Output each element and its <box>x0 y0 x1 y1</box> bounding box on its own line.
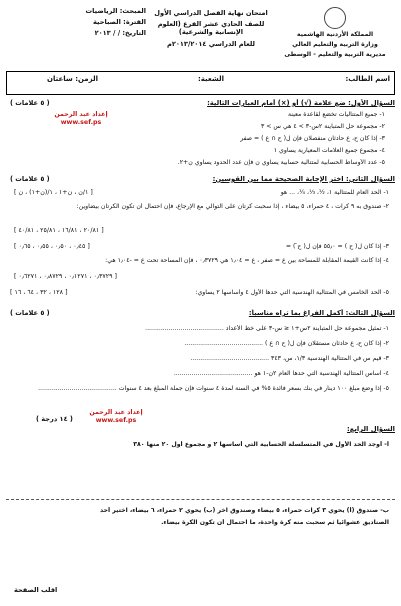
year-line: للعام الدراسي ٢٠١٣/٢٠١٤م <box>167 39 255 48</box>
q3-item-2: ٢- إذا كان ح، ع حادثان مستقلان فإن ل( ح ∩ ع ) ........................................ <box>184 340 389 347</box>
q2-item-3: ٣- إذا كان ل( ح ) = ٥٥٫٠ فإن ل( ح̄ ) = <box>285 243 389 250</box>
section-label: الشعبة: <box>197 75 224 83</box>
q3-title: السؤال الثالث: أكمل الفراغ بما تراه مناسباً: <box>248 309 395 317</box>
q2-marks: ( ٥ علامات ) <box>10 175 50 183</box>
q2-choices-5: [ ١٢٨ ، ٣٢ ، ٦٤ ، ١٦ ] <box>10 289 68 296</box>
q1-item-3: ٣- إذا كان ح، ع حادثان منفصلان فإن ل( ح ∩ ع ) = صفر <box>240 135 385 142</box>
watermark-site: www.sef.ps <box>60 118 102 126</box>
class-line: للصف الحادي عشر الفرع (العلوم الإنسانية والشرعية) <box>157 20 265 37</box>
q1-marks: ( ٥ علامات ) <box>10 99 50 107</box>
q3-item-1: ١- تمثيل مجموعة حل المتباينة ٢س+١ ≤ س-٣ على خط الأعداد ........................................ <box>145 325 389 332</box>
q4-part-b-line-2: الصناديق عشوائياً ثم سحبت منه كرة واحدة، ما احتمال أن تكون الكرة بيضاء. <box>161 519 389 526</box>
exam-title-block <box>146 9 276 51</box>
time-label: الزمن: ساعتان <box>47 75 99 83</box>
q1-item-1: ١- جميع المتتاليات تخضع لقاعدة معينة <box>287 111 385 118</box>
exam-sheet <box>6 5 395 596</box>
q4-marks: ( ١٤ درجة ) <box>36 415 73 423</box>
turn-page-note: اقلب الصفحة <box>14 585 58 594</box>
q4-part-a: أ- أوجد الحد الأول في المتسلسلة الحسابية التي أساسها ٢ و مجموع أول ٢٠ منها ٣٨٠ <box>133 441 389 448</box>
q4-part-b-line-1: ب- صندوق (أ) يحوي ٣ كرات حمراء، ٥ بيضاء وصندوق آخر (ب) يحوي ٢ حمراء، ٦ بيضاء، اختير أحد <box>99 507 389 514</box>
q3-item-4: ٤- أساس المتتالية الهندسية التي حدها العام ٢ن-١ هو ........................................ <box>173 370 389 377</box>
q3-item-3: ٣- قيم س في المتتالية الهندسية ١/٣، س، ٣٤٣ ........................................ <box>190 355 389 362</box>
emblem-icon <box>324 7 346 29</box>
student-info-box <box>6 71 395 95</box>
ministry-line-2: وزارة التربية والتعليم العالي <box>292 40 378 48</box>
q1-item-4: ٤- مجموع جميع العلامات المعيارية يساوي ١ <box>273 147 385 154</box>
subject-block <box>6 7 146 41</box>
divider <box>6 499 395 500</box>
q2-item-2: ٢- صندوق به ٩ كرات ، ٤ حمراء، ٥ بيضاء ، إذا سحبت كرتان على التوالي مع الإرجاع، فإن احتمال أن تكون الكرتان بيضاوين: <box>76 203 389 210</box>
q3-item-5: ٥- إذا وضع مبلغ ١٠٠ دينار في بنك بسعر فائدة ٥% في السنة لمدة ٤ سنوات فإن جملة المبلغ بعد ٤ سنوات ........................................ <box>38 385 389 392</box>
q2-title: السؤال الثاني: اختر الإجابة الصحيحة مما بين القوسين: <box>212 175 395 183</box>
watermark-bottom <box>76 409 156 424</box>
exam-title: امتحان نهاية الفصل الدراسي الأول <box>154 9 268 17</box>
ministry-line-3: مديرية التربية والتعليم - الوسطى <box>284 50 386 58</box>
watermark-site-2: www.sef.ps <box>95 416 137 424</box>
q2-choices-2: [ ٢٠/٨١ ، ١٦/٨١ ، ٢٥/٨١ ، ٤٠/٨١ ] <box>14 227 104 234</box>
ministry-header <box>275 7 395 60</box>
ministry-line-1: المملكة الأردنية الهاشمية <box>296 31 374 38</box>
watermark-author: إعداد عبد الرحمن <box>54 111 108 118</box>
watermark-author-2: إعداد عبد الرحمن <box>89 409 143 416</box>
subject: المبحث: الرياضيات <box>85 7 146 15</box>
q4-title: السؤال الرابع: <box>346 425 395 433</box>
q2-item-1: ١- الحد العام للمتتالية ١، ½، ⅓، ¼، ... هو <box>280 189 389 196</box>
q2-choices-4: [ ٠٫٣٧٢٩ ، ٠٫١٢٧١ ، ٠٫٨٧٢٩ ، ٠٫٦٢٧١ ] <box>14 273 117 280</box>
q1-item-5: ٥- عدد الأوساط الحسابية لمتتالية حسابية يساوي ن فإن عدد الحدود يساوي ن+٢. <box>177 159 385 166</box>
q1-title: السؤال الأول: ضع علامة (√) أو (×) أمام العبارات التالية: <box>207 99 395 107</box>
exam-date: التاريخ: / / ٢٠١٣ <box>94 29 146 38</box>
q2-item-4: ٤- إذا كانت القيمة المقابلة للمساحة بين ع = صفر ، ع = ١٫٠٤ هي ٠٫٣٧٢٩ ، فإن المساحة تحت ع = -١٫٠٤ هي: <box>105 257 389 264</box>
q2-choices-3: [ ٠٫٤٥ ، ٠٫٥٠ ، ٠٫٥٥ ، ٠٫٦٥ ] <box>14 243 90 250</box>
q2-choices-1: [ ١/ن ، ن+١ ، ١/(ن+١) ، ن ] <box>14 189 93 196</box>
q1-item-2: ٢- مجموعة حل المتباينة ٢س-٣ > ٤ هي س > ٣ <box>260 123 385 130</box>
student-name-label: اسم الطالب: <box>345 75 390 83</box>
q2-item-5: ٥- الحد الخامس في المتتالية الهندسية التي حدها الأول ٤ وأساسها ٢ يساوي: <box>195 289 389 296</box>
session: الفترة: الصباحية <box>93 18 146 27</box>
q3-marks: ( ٥ علامات ) <box>10 309 50 317</box>
